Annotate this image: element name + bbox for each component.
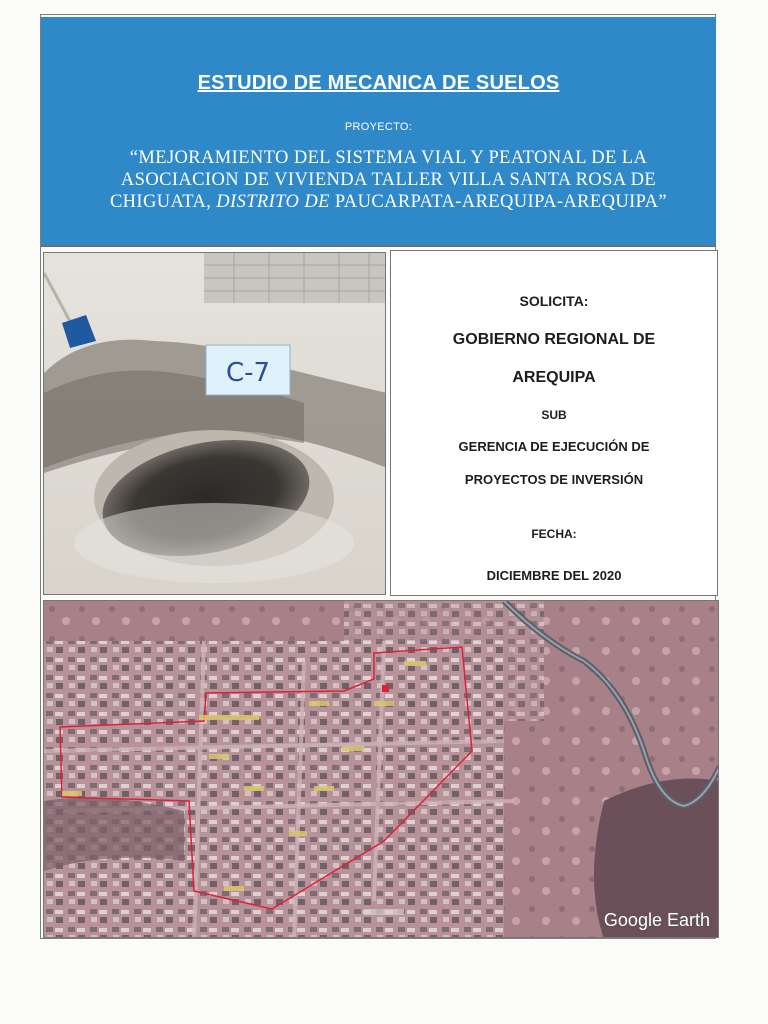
solicita-label: SOLICITA:	[519, 293, 589, 309]
request-info-box	[390, 250, 718, 596]
gerencia-line2: PROYECTOS DE INVERSIÓN	[464, 472, 644, 487]
entity-line2: AREQUIPA	[512, 369, 596, 386]
test-pit-photo-image	[44, 253, 386, 595]
proyecto-label: PROYECTO:	[344, 121, 413, 133]
project-name	[101, 147, 676, 213]
fecha-value: DICIEMBRE DEL 2020	[486, 568, 622, 583]
fecha-label: FECHA:	[531, 527, 577, 541]
pit-sign-label: C-7	[225, 358, 271, 388]
satellite-map	[43, 600, 719, 938]
project-name-part1: “MEJORAMIENTO DEL SISTEMA VIAL Y PEATONAL DE LA ASOCIACION DE VIVIENDA TALLER VILLA SANTA ROSA DE CHIGUATA,	[109, 148, 657, 212]
entity-line1: GOBIERNO REGIONAL DE	[452, 331, 656, 348]
google-earth-watermark: Google Earth	[603, 910, 710, 930]
project-name-part2: PAUCARPATA-AREQUIPA-AREQUIPA”	[329, 192, 668, 212]
project-name-italic: DISTRITO DE	[216, 192, 330, 212]
test-pit-photo	[43, 252, 386, 595]
sub-label: SUB	[541, 408, 567, 422]
document-title: ESTUDIO DE MECANICA DE SUELOS	[197, 72, 560, 94]
cover-header	[41, 17, 716, 247]
satellite-map-image	[44, 601, 719, 938]
gerencia-line1: GERENCIA DE EJECUCIÓN DE	[458, 439, 650, 454]
